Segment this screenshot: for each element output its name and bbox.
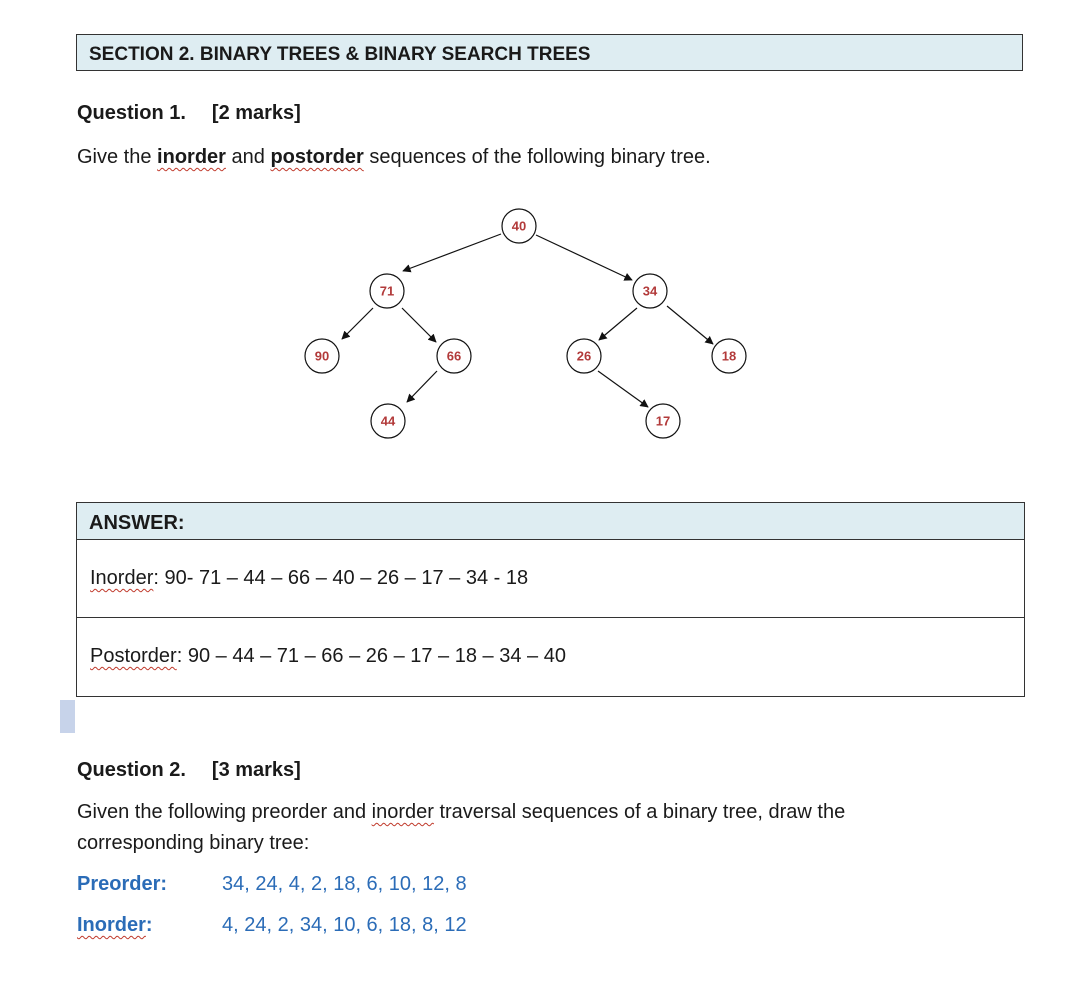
answer-table: [76, 502, 1025, 697]
tree-node-90-label: 90: [314, 348, 330, 364]
tree-node-44: [371, 404, 405, 438]
edge-66-44: [407, 371, 437, 402]
q2-line1-after: traversal sequences of a binary tree, draw the: [433, 801, 846, 823]
question-2-line-2: corresponding binary tree:: [77, 832, 310, 854]
question-1-title: [77, 102, 301, 125]
question-1-marks: [2 marks]: [211, 102, 301, 124]
tree-node-44-label: 44: [380, 413, 396, 429]
question-2-text: [77, 797, 845, 859]
edge-26-17: [598, 371, 648, 407]
answer-postorder-label: Postorder: [90, 645, 177, 667]
q1-text-mid: and: [225, 146, 271, 168]
tree-node-18-label: 18: [721, 348, 737, 364]
edge-34-26: [599, 308, 637, 340]
edge-40-34: [536, 235, 632, 280]
tree-node-66: [437, 339, 471, 373]
q1-text-before: Give the: [77, 146, 158, 168]
binary-tree-diagram: [290, 200, 760, 450]
question-2-marks: [3 marks]: [211, 759, 301, 781]
question-2-title: [77, 759, 301, 782]
answer-inorder-label: Inorder: [90, 567, 154, 589]
inorder-label: [77, 914, 153, 937]
tree-node-71: [370, 274, 404, 308]
question-1-text: [77, 142, 711, 173]
edge-71-90: [342, 308, 373, 339]
question-2-number: Question 2.: [77, 759, 186, 781]
inorder-label-word: Inorder: [77, 914, 146, 936]
tree-node-90: [305, 339, 339, 373]
margin-marker: [60, 700, 75, 733]
q1-text-after: sequences of the following binary tree.: [363, 146, 711, 168]
preorder-value: 34, 24, 4, 2, 18, 6, 10, 12, 8: [222, 873, 467, 895]
tree-node-34-label: 34: [642, 283, 658, 299]
tree-node-40-label: 40: [511, 218, 527, 234]
tree-node-66-label: 66: [446, 348, 462, 364]
q1-word-postorder: postorder: [270, 146, 364, 168]
tree-node-17: [646, 404, 680, 438]
answer-postorder-row: [77, 618, 1024, 696]
answer-inorder-row: [77, 540, 1024, 618]
tree-node-34: [633, 274, 667, 308]
tree-node-40: [502, 209, 536, 243]
edge-71-66: [402, 308, 436, 342]
tree-node-26: [567, 339, 601, 373]
edge-40-71: [403, 234, 501, 271]
question-2-line-1: [77, 797, 845, 828]
answer-header: ANSWER:: [77, 503, 1024, 540]
tree-node-71-label: 71: [379, 283, 395, 299]
q2-word-inorder: inorder: [371, 801, 434, 823]
answer-inorder-value: : 90- 71 – 44 – 66 – 40 – 26 – 17 – 34 - 18: [153, 567, 529, 589]
q2-line1-before: Given the following preorder and: [77, 801, 372, 823]
inorder-label-colon: :: [145, 914, 153, 936]
q1-word-inorder: inorder: [157, 146, 226, 168]
answer-postorder-value: : 90 – 44 – 71 – 66 – 26 – 17 – 18 – 34 – 40: [176, 645, 566, 667]
edge-34-18: [667, 306, 713, 344]
question-1-number: Question 1.: [77, 102, 186, 124]
tree-node-18: [712, 339, 746, 373]
section-header: [76, 34, 1023, 71]
inorder-value: 4, 24, 2, 34, 10, 6, 18, 8, 12: [222, 914, 467, 936]
tree-node-26-label: 26: [576, 348, 592, 364]
section-title: SECTION 2. BINARY TREES & BINARY SEARCH TREES: [89, 44, 591, 65]
preorder-label: Preorder:: [77, 873, 168, 895]
tree-node-17-label: 17: [655, 413, 671, 429]
